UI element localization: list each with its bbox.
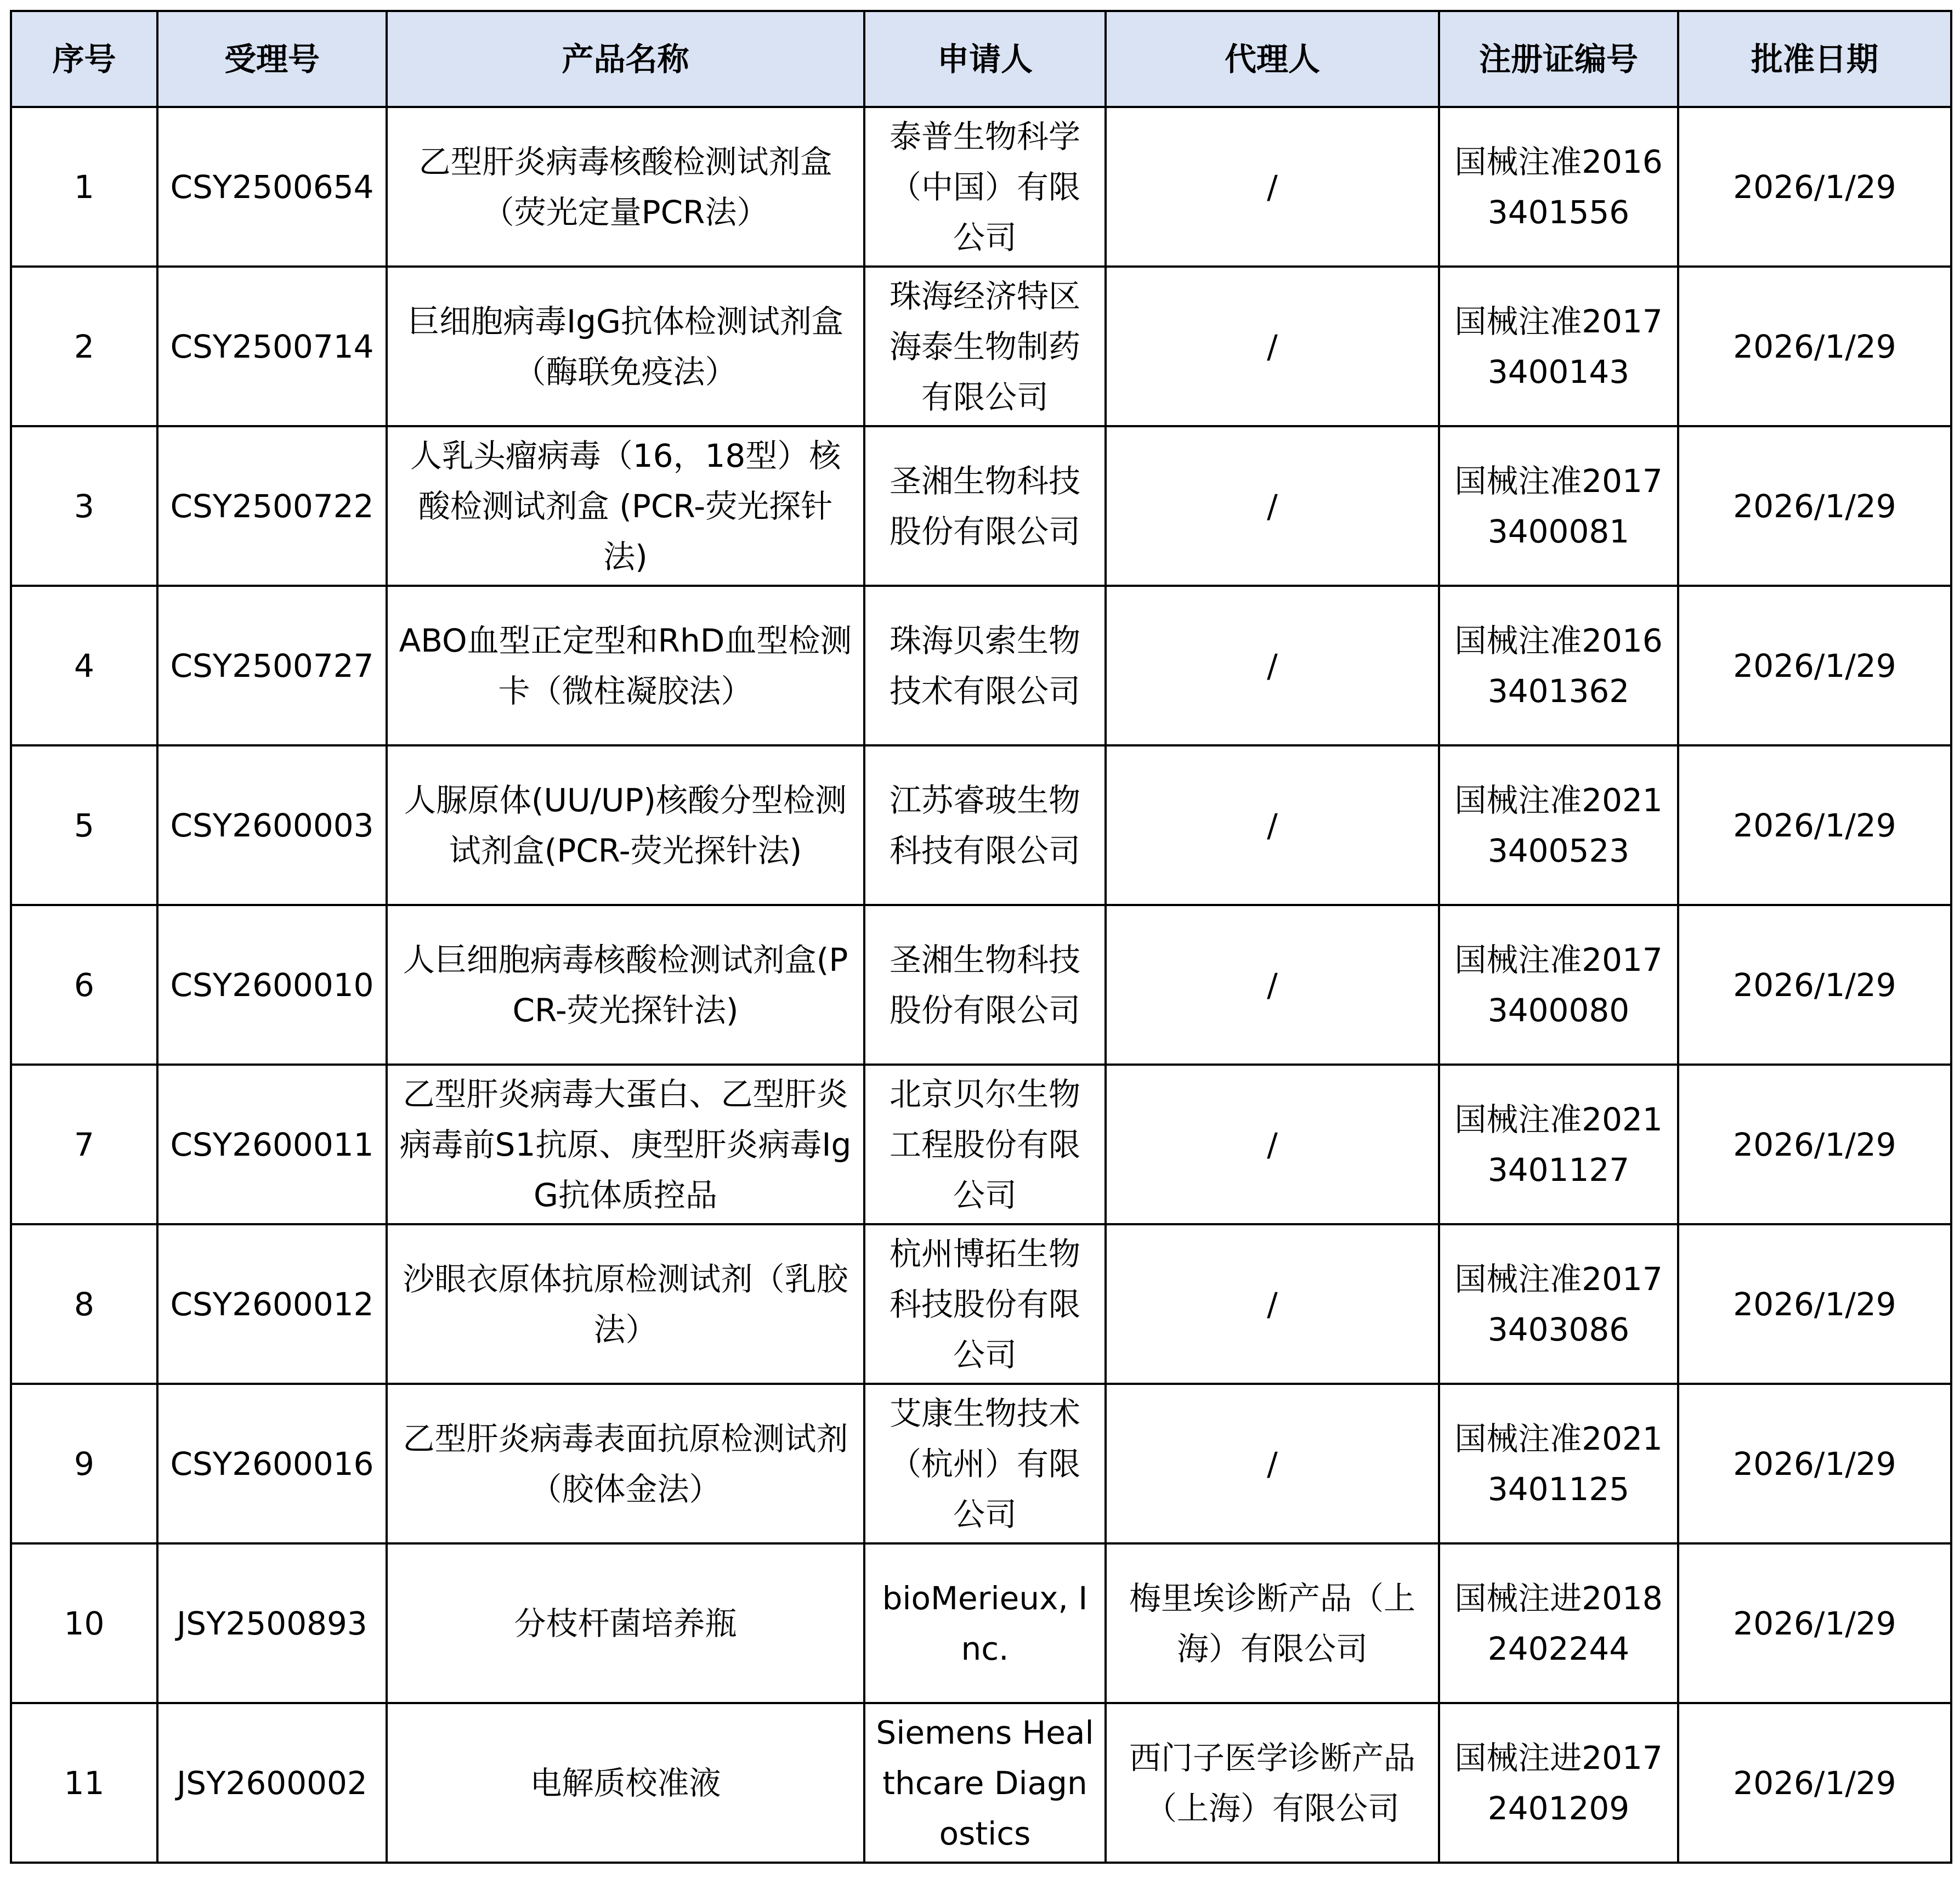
cell-agent: / [1106,586,1439,745]
cell-approval-date: 2026/1/29 [1678,426,1951,586]
cell-approval-date: 2026/1/29 [1678,1224,1951,1384]
cell-applicant: 珠海贝索生物技术有限公司 [864,586,1106,745]
cell-agent: 西门子医学诊断产品（上海）有限公司 [1106,1703,1439,1863]
cell-serial-no: 9 [11,1384,157,1543]
cell-registration-no: 国械注准20173400081 [1439,426,1678,586]
header-acceptance-no: 受理号 [157,11,387,107]
cell-acceptance-no: CSY2600003 [157,745,387,905]
cell-approval-date: 2026/1/29 [1678,1543,1951,1703]
cell-acceptance-no: CSY2600011 [157,1065,387,1224]
cell-agent: / [1106,1384,1439,1543]
cell-product-name: 巨细胞病毒IgG抗体检测试剂盒（酶联免疫法） [387,267,864,426]
approval-table-container [10,10,1952,1864]
cell-acceptance-no: CSY2600010 [157,905,387,1065]
cell-applicant: 泰普生物科学（中国）有限公司 [864,107,1106,267]
cell-applicant: 圣湘生物科技股份有限公司 [864,905,1106,1065]
cell-applicant: 珠海经济特区海泰生物制药有限公司 [864,267,1106,426]
cell-acceptance-no: CSY2600012 [157,1224,387,1384]
table-body [11,107,1951,1863]
cell-agent: / [1106,426,1439,586]
cell-product-name: 人巨细胞病毒核酸检测试剂盒(PCR-荧光探针法) [387,905,864,1065]
cell-product-name: 人乳头瘤病毒（16，18型）核酸检测试剂盒 (PCR-荧光探针法) [387,426,864,586]
table-row [11,1384,1951,1543]
cell-serial-no: 10 [11,1543,157,1703]
table-row [11,426,1951,586]
cell-applicant: 艾康生物技术（杭州）有限公司 [864,1384,1106,1543]
cell-registration-no: 国械注准20173400143 [1439,267,1678,426]
table-header [11,11,1951,107]
cell-registration-no: 国械注准20213401125 [1439,1384,1678,1543]
header-serial-no: 序号 [11,11,157,107]
cell-serial-no: 8 [11,1224,157,1384]
cell-applicant: 北京贝尔生物工程股份有限公司 [864,1065,1106,1224]
cell-agent: / [1106,1224,1439,1384]
cell-registration-no: 国械注准20163401556 [1439,107,1678,267]
cell-approval-date: 2026/1/29 [1678,267,1951,426]
cell-applicant: Siemens Healthcare Diagnostics [864,1703,1106,1863]
cell-product-name: 沙眼衣原体抗原检测试剂（乳胶法） [387,1224,864,1384]
cell-product-name: ABO血型正定型和RhD血型检测卡（微柱凝胶法） [387,586,864,745]
cell-approval-date: 2026/1/29 [1678,107,1951,267]
cell-acceptance-no: CSY2500727 [157,586,387,745]
cell-serial-no: 6 [11,905,157,1065]
table-row [11,1543,1951,1703]
cell-acceptance-no: CSY2500654 [157,107,387,267]
cell-agent: / [1106,107,1439,267]
header-registration-no: 注册证编号 [1439,11,1678,107]
cell-approval-date: 2026/1/29 [1678,1703,1951,1863]
table-row [11,107,1951,267]
cell-applicant: bioMerieux, Inc. [864,1543,1106,1703]
header-row [11,11,1951,107]
header-applicant: 申请人 [864,11,1106,107]
cell-agent: / [1106,1065,1439,1224]
approval-table [10,10,1952,1864]
table-row [11,905,1951,1065]
header-product-name: 产品名称 [387,11,864,107]
cell-serial-no: 7 [11,1065,157,1224]
cell-acceptance-no: JSY2600002 [157,1703,387,1863]
cell-serial-no: 1 [11,107,157,267]
table-row [11,1703,1951,1863]
cell-product-name: 电解质校准液 [387,1703,864,1863]
cell-applicant: 江苏睿玻生物科技有限公司 [864,745,1106,905]
header-agent: 代理人 [1106,11,1439,107]
cell-applicant: 圣湘生物科技股份有限公司 [864,426,1106,586]
cell-registration-no: 国械注准20213400523 [1439,745,1678,905]
cell-acceptance-no: CSY2500714 [157,267,387,426]
cell-registration-no: 国械注准20213401127 [1439,1065,1678,1224]
cell-product-name: 乙型肝炎病毒大蛋白、乙型肝炎病毒前S1抗原、庚型肝炎病毒IgG抗体质控品 [387,1065,864,1224]
cell-registration-no: 国械注准20173403086 [1439,1224,1678,1384]
cell-agent: / [1106,267,1439,426]
cell-registration-no: 国械注准20163401362 [1439,586,1678,745]
cell-registration-no: 国械注进20182402244 [1439,1543,1678,1703]
cell-agent: / [1106,745,1439,905]
cell-applicant: 杭州博拓生物科技股份有限公司 [864,1224,1106,1384]
cell-serial-no: 11 [11,1703,157,1863]
cell-approval-date: 2026/1/29 [1678,1065,1951,1224]
cell-serial-no: 2 [11,267,157,426]
cell-approval-date: 2026/1/29 [1678,905,1951,1065]
cell-serial-no: 3 [11,426,157,586]
cell-product-name: 乙型肝炎病毒表面抗原检测试剂（胶体金法） [387,1384,864,1543]
table-row [11,1224,1951,1384]
cell-acceptance-no: CSY2600016 [157,1384,387,1543]
cell-product-name: 乙型肝炎病毒核酸检测试剂盒（荧光定量PCR法） [387,107,864,267]
cell-approval-date: 2026/1/29 [1678,745,1951,905]
cell-serial-no: 4 [11,586,157,745]
cell-registration-no: 国械注准20173400080 [1439,905,1678,1065]
cell-serial-no: 5 [11,745,157,905]
table-row [11,1065,1951,1224]
table-row [11,745,1951,905]
cell-approval-date: 2026/1/29 [1678,1384,1951,1543]
cell-product-name: 人脲原体(UU/UP)核酸分型检测试剂盒(PCR-荧光探针法) [387,745,864,905]
cell-product-name: 分枝杆菌培养瓶 [387,1543,864,1703]
table-row [11,267,1951,426]
cell-approval-date: 2026/1/29 [1678,586,1951,745]
cell-agent: / [1106,905,1439,1065]
header-approval-date: 批准日期 [1678,11,1951,107]
cell-acceptance-no: CSY2500722 [157,426,387,586]
table-row [11,586,1951,745]
cell-acceptance-no: JSY2500893 [157,1543,387,1703]
cell-agent: 梅里埃诊断产品（上海）有限公司 [1106,1543,1439,1703]
cell-registration-no: 国械注进20172401209 [1439,1703,1678,1863]
